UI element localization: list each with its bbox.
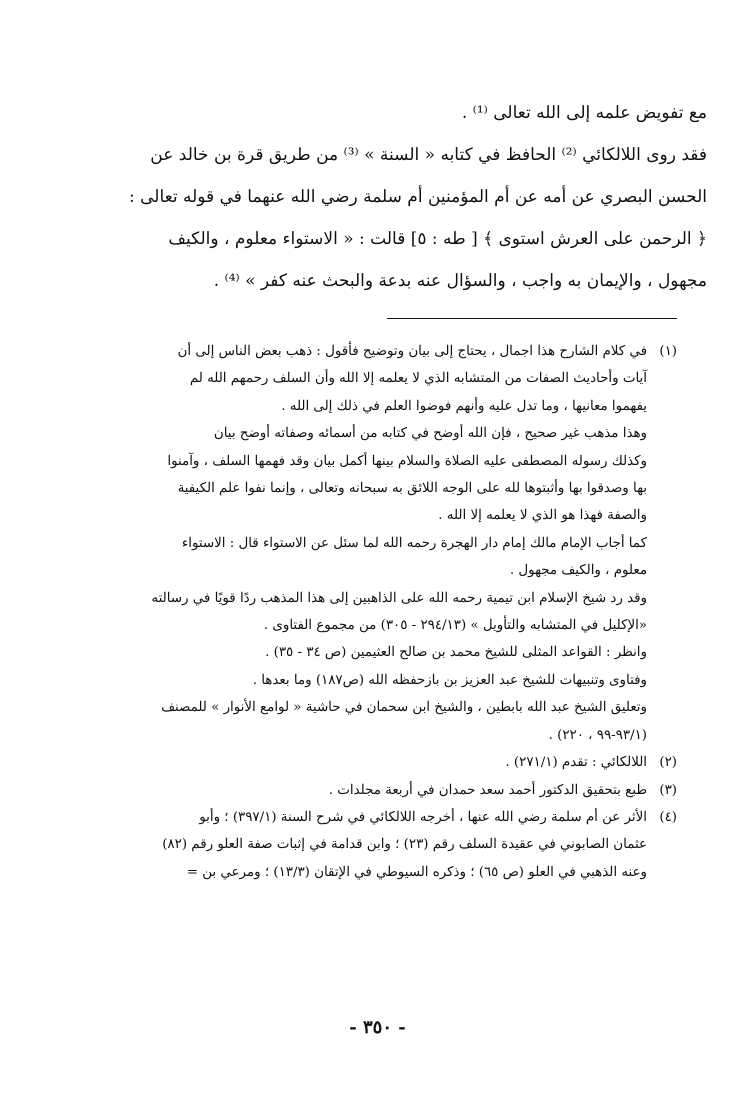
footnote-separator	[387, 318, 677, 319]
footnote-line: وقد رد شيخ الإسلام ابن تيمية رحمه الله على الذاهبين إلى هذا المذهب ردًا قويًا في رسالته	[151, 590, 647, 606]
main-line: ﴿ الرحمن على العرش استوى ﴾ [ طه : ٥] قالت : « الاستواء معلوم ، والكيف	[168, 229, 707, 249]
main-text	[60, 92, 707, 302]
footnotes	[58, 338, 677, 886]
page-number: - ٣٥٠ -	[349, 1017, 406, 1038]
footnote-line: آيات وأحاديث الصفات من المتشابه الذي لا يعلمه إلا الله وأن السلف رحمهم الله لم	[189, 371, 647, 387]
footnote-line: عثمان الصابوني في عقيدة السلف رقم (٢٣) ؛ وابن قدامة في إثبات صفة العلو رقم (٨٢)	[162, 837, 647, 853]
footnote-line: كما أجاب الإمام مالك إمام دار الهجرة رحمه الله لما سئل عن الاستواء قال : الاستواء	[181, 535, 647, 551]
footnote-line: وعنه الذهبي في العلو (ص ٦٥) ؛ وذكره السيوطي في الإتقان (١٣/٣) ؛ ومرعي بن =	[186, 864, 647, 880]
footnote-line: بها وصدقوا بها وأثبتوها لله على الوجه اللائق به سبحانه وتعالى ، وإنما نفوا علم الكيفية	[177, 481, 647, 497]
footnote-line: في كلام الشارح هذا اجمال ، يحتاج إلى بيان وتوضيح فأقول : ذهب بعض الناس إلى أن	[177, 344, 647, 359]
footnote-4	[58, 804, 677, 886]
footnote-line: وانظر : القواعد المثلى للشيخ محمد بن صالح العثيمين (ص ٣٤ - ٣٥) .	[265, 645, 647, 661]
footnote-line: وكذلك رسوله المصطفى عليه الصلاة والسلام بينها أكمل بيان وقد فهمها السلف ، وآمنوا	[167, 453, 647, 469]
footnote-line: معلوم ، والكيف مجهول .	[509, 563, 647, 579]
main-line: فقد روى اللالكائي ⁽²⁾ الحافظ في كتابه « السنة » ⁽³⁾ من طريق قرة بن خالد عن	[150, 145, 707, 165]
footnote-line: اللالكائي : تقدم (٢٧١/١) .	[505, 755, 647, 771]
footnote-number: (٣)	[659, 782, 677, 798]
footnote-number: (١)	[659, 344, 677, 359]
main-line: الحسن البصري عن أمه عن أم المؤمنين أم سلمة رضي الله عنهما في قوله تعالى :	[128, 187, 707, 207]
main-line: مجهول ، والإيمان به واجب ، والسؤال عنه بدعة والبحث عنه كفر » ⁽⁴⁾ .	[213, 271, 707, 291]
footnote-line: وفتاوى وتنبيهات للشيخ عبد العزيز بن بازحفظه الله (ص١٨٧) وما بعدها .	[252, 672, 647, 688]
footnote-number: (٢)	[659, 755, 677, 771]
footnote-1	[58, 338, 677, 749]
footnote-line: الأثر عن أم سلمة رضي الله عنها ، أخرجه اللالكائي في شرح السنة (٣٩٧/١) ؛ وأبو	[199, 809, 647, 825]
footnote-2	[58, 749, 677, 776]
footnote-line: «الإكليل في المتشابه والتأويل » (٢٩٤/١٣ - ٣٠٥) من مجموع الفتاوى .	[263, 618, 647, 634]
footnote-line: (٩٣/١-٩٩ ، ٢٢٠) .	[548, 727, 647, 743]
footnote-line: وتعليق الشيخ عبد الله بابطين ، والشيخ ابن سحمان في حاشية « لوامع الأنوار » للمصنف	[161, 700, 647, 716]
footnote-line: يفهموا معانيها ، وما تدل عليه وأنهم فوضوا العلم في ذلك إلى الله .	[281, 398, 647, 414]
footnote-line: طبع بتحقيق الدكتور أحمد سعد حمدان في أربعة مجلدات .	[328, 782, 647, 798]
main-line: مع تفويض علمه إلى الله تعالى ⁽¹⁾ .	[461, 103, 707, 123]
footnote-line: والصفة فهذا هو الذي لا يعلمه إلا الله .	[438, 508, 647, 524]
footnote-line: وهذا مذهب غير صحيح ، فإن الله أوضح في كتابه من أسمائه وصفاته أوضح بيان	[213, 426, 647, 442]
footnote-number: (٤)	[659, 809, 677, 825]
footnote-3	[58, 777, 677, 804]
